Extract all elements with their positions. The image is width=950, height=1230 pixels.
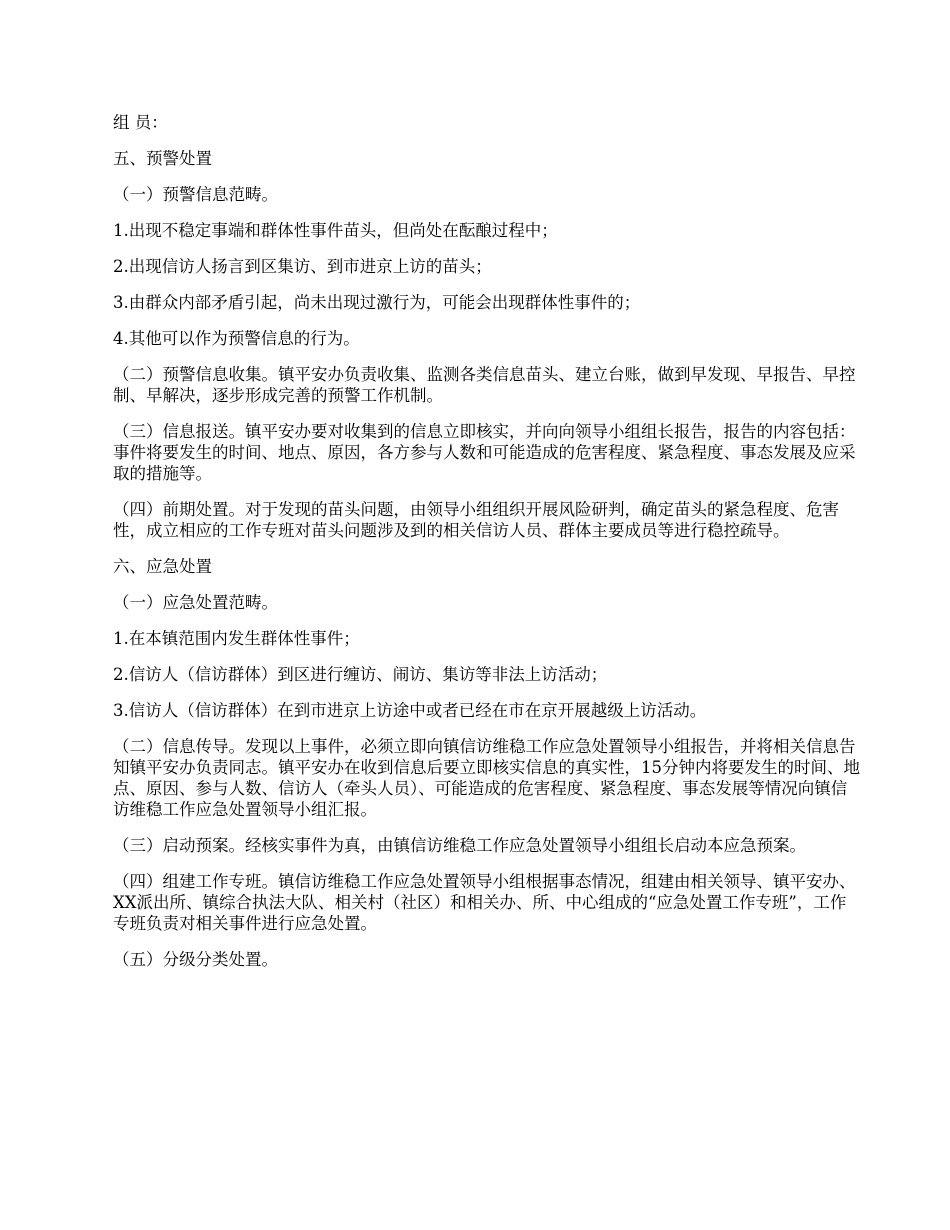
paragraph-task-force: （四）组建工作专班。镇信访维稳工作应急处置领导小组根据事态情况，组建由相关领导、镇平安办、XX派出所、镇综合执法大队、相关村（社区）和相关办、所、中心组成的“应急处置工作专班”，工作专班负责对相关事件进行应急处置。	[113, 872, 856, 933]
list-item: 2.出现信访人扬言到区集访、到市进京上访的苗头；	[113, 257, 492, 276]
section-heading-warning: 五、预警处置	[113, 149, 212, 168]
list-item: 1.出现不稳定事端和群体性事件苗头，但尚处在酝酿过程中；	[113, 221, 558, 240]
paragraph-info-transmission: （二）信息传导。发现以上事件，必须立即向镇信访维稳工作应急处置领导小组报告，并将相关信息告知镇平安办负责同志。镇平安办在收到信息后要立即核实信息的真实性，15分钟内将要发生的时间、地点、原因、参与人数、信访人（牵头人员）、可能造成的危害程度、紧急程度、事态发展等情况向镇信访维稳工作应急处置领导小组汇报。	[113, 737, 860, 819]
section-heading-emergency: 六、应急处置	[113, 557, 212, 576]
list-item: 4.其他可以作为预警信息的行为。	[113, 329, 360, 348]
team-members-label: 组 员：	[113, 113, 168, 132]
list-item: 1.在本镇范围内发生群体性事件；	[113, 629, 360, 648]
subsection-warning-scope: （一）预警信息范畴。	[113, 185, 278, 204]
paragraph-start-plan: （三）启动预案。经核实事件为真，由镇信访维稳工作应急处置领导小组组长启动本应急预案。	[113, 836, 806, 855]
list-item: 3.由群众内部矛盾引起，尚未出现过激行为，可能会出现群体性事件的；	[113, 293, 641, 312]
list-item: 2.信访人（信访群体）到区进行缠访、闹访、集访等非法上访活动；	[113, 665, 608, 684]
document-page	[113, 112, 861, 985]
paragraph-info-collection: （二）预警信息收集。镇平安办负责收集、监测各类信息苗头、建立台账，做到早发现、早报告、早控制、早解决，逐步形成完善的预警工作机制。	[113, 365, 856, 405]
list-item: 3.信访人（信访群体）在到市进京上访途中或者已经在市在京开展越级上访活动。	[113, 701, 707, 720]
subsection-graded-handling: （五）分级分类处置。	[113, 950, 278, 969]
paragraph-early-handling: （四）前期处置。对于发现的苗头问题，由领导小组组织开展风险研判，确定苗头的紧急程度、危害性，成立相应的工作专班对苗头问题涉及到的相关信访人员、群体主要成员等进行稳控疏导。	[113, 500, 839, 540]
paragraph-info-reporting: （三）信息报送。镇平安办要对收集到的信息立即核实，并向向领导小组组长报告，报告的内容包括：事件将要发生的时间、地点、原因，各方参与人数和可能造成的危害程度、紧急程度、事态发展及应采取的措施等。	[113, 422, 856, 483]
subsection-emergency-scope: （一）应急处置范畴。	[113, 593, 278, 612]
